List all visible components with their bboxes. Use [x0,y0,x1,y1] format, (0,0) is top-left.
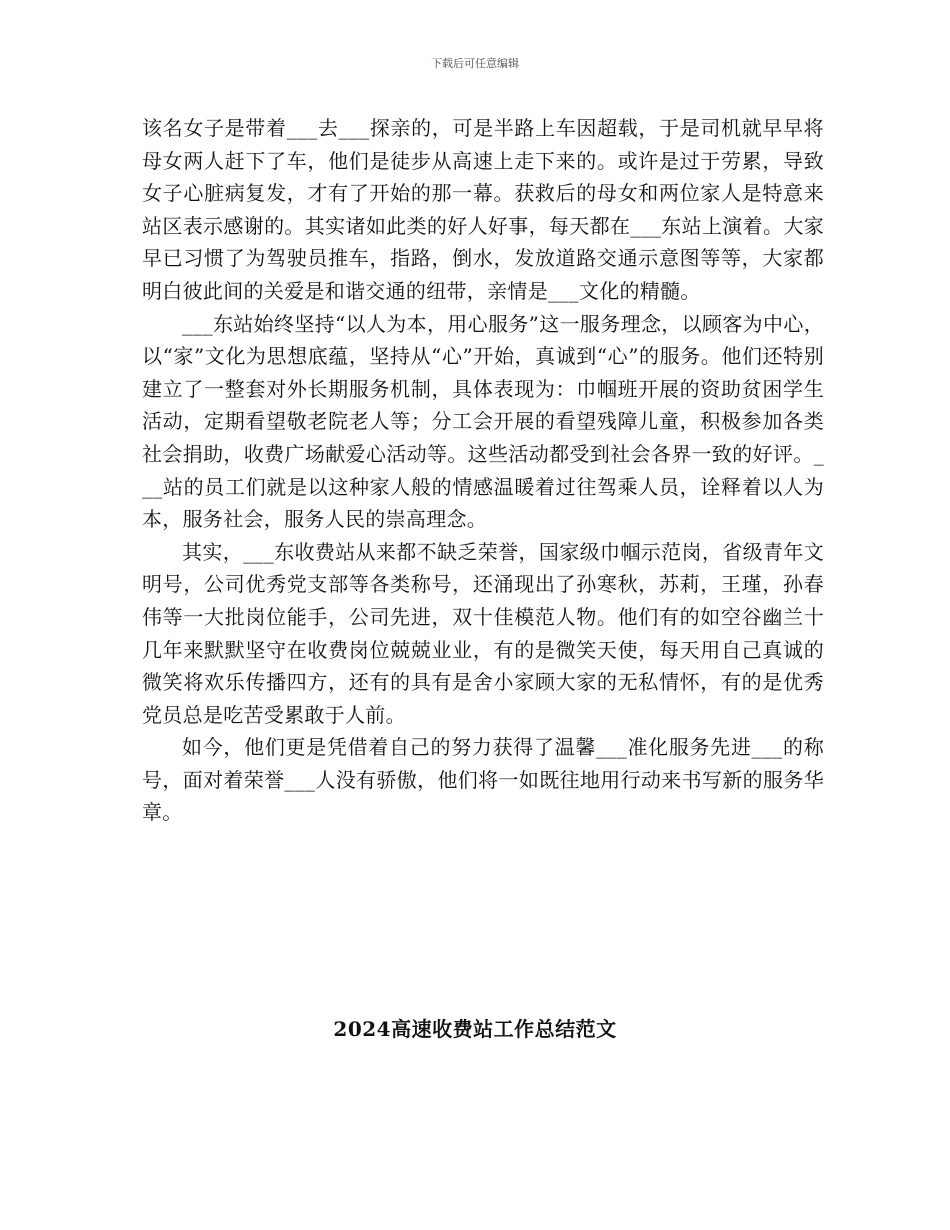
paragraph-3: 其实，___东收费站从来都不缺乏荣誉，国家级巾帼示范岗，省级青年文明号，公司优秀党支部等各类称号，还涌现出了孙寒秋，苏莉，王瑾，孙春伟等一大批岗位能手，公司先进，双十佳模范人物。他们有的如空谷幽兰十几年来默默坚守在收费岗位兢兢业业，有的是微笑天使，每天用自己真诚的微笑将欢乐传播四方，还有的具有是舍小家顾大家的无私情怀，有的是优秀党员总是吃苦受累敢于人前。 [142,539,824,727]
page-header: 下载后可任意编辑 [431,57,519,70]
document-body [142,112,824,829]
paragraph-2: ___东站始终坚持“以人为本，用心服务”这一服务理念，以顾客为中心，以“家”文化为思想底蕴，坚持从“心”开始，真诚到“心”的服务。他们还特别建立了一整套对外长期服务机制，具体表现为：巾帼班开展的资助贫困学生活动，定期看望敬老院老人等；分工会开展的看望残障儿童，积极参加各类社会捐助，收费广场献爱心活动等。这些活动都受到社会各界一致的好评。___站的员工们就是以这种家人般的情感温暖着过往驾乘人员，诠释着以人为本，服务社会，服务人民的崇高理念。 [142,311,824,532]
paragraph-4: 如今，他们更是凭借着自己的努力获得了温馨___准化服务先进___的称号，面对着荣誉___人没有骄傲，他们将一如既往地用行动来书写新的服务华章。 [142,735,824,825]
section-title: 2024高速收费站工作总结范文 [333,1017,617,1041]
paragraph-1: 该名女子是带着___去___探亲的，可是半路上车因超载，于是司机就早早将母女两人赶下了车，他们是徒步从高速上走下来的。或许是过于劳累，导致女子心脏病复发，才有了开始的那一幕。获救后的母女和两位家人是特意来站区表示感谢的。其实诸如此类的好人好事，每天都在___东站上演着。大家早已习惯了为驾驶员推车，指路，倒水，发放道路交通示意图等等，大家都明白彼此间的关爱是和谐交通的纽带，亲情是___文化的精髓。 [142,116,824,303]
